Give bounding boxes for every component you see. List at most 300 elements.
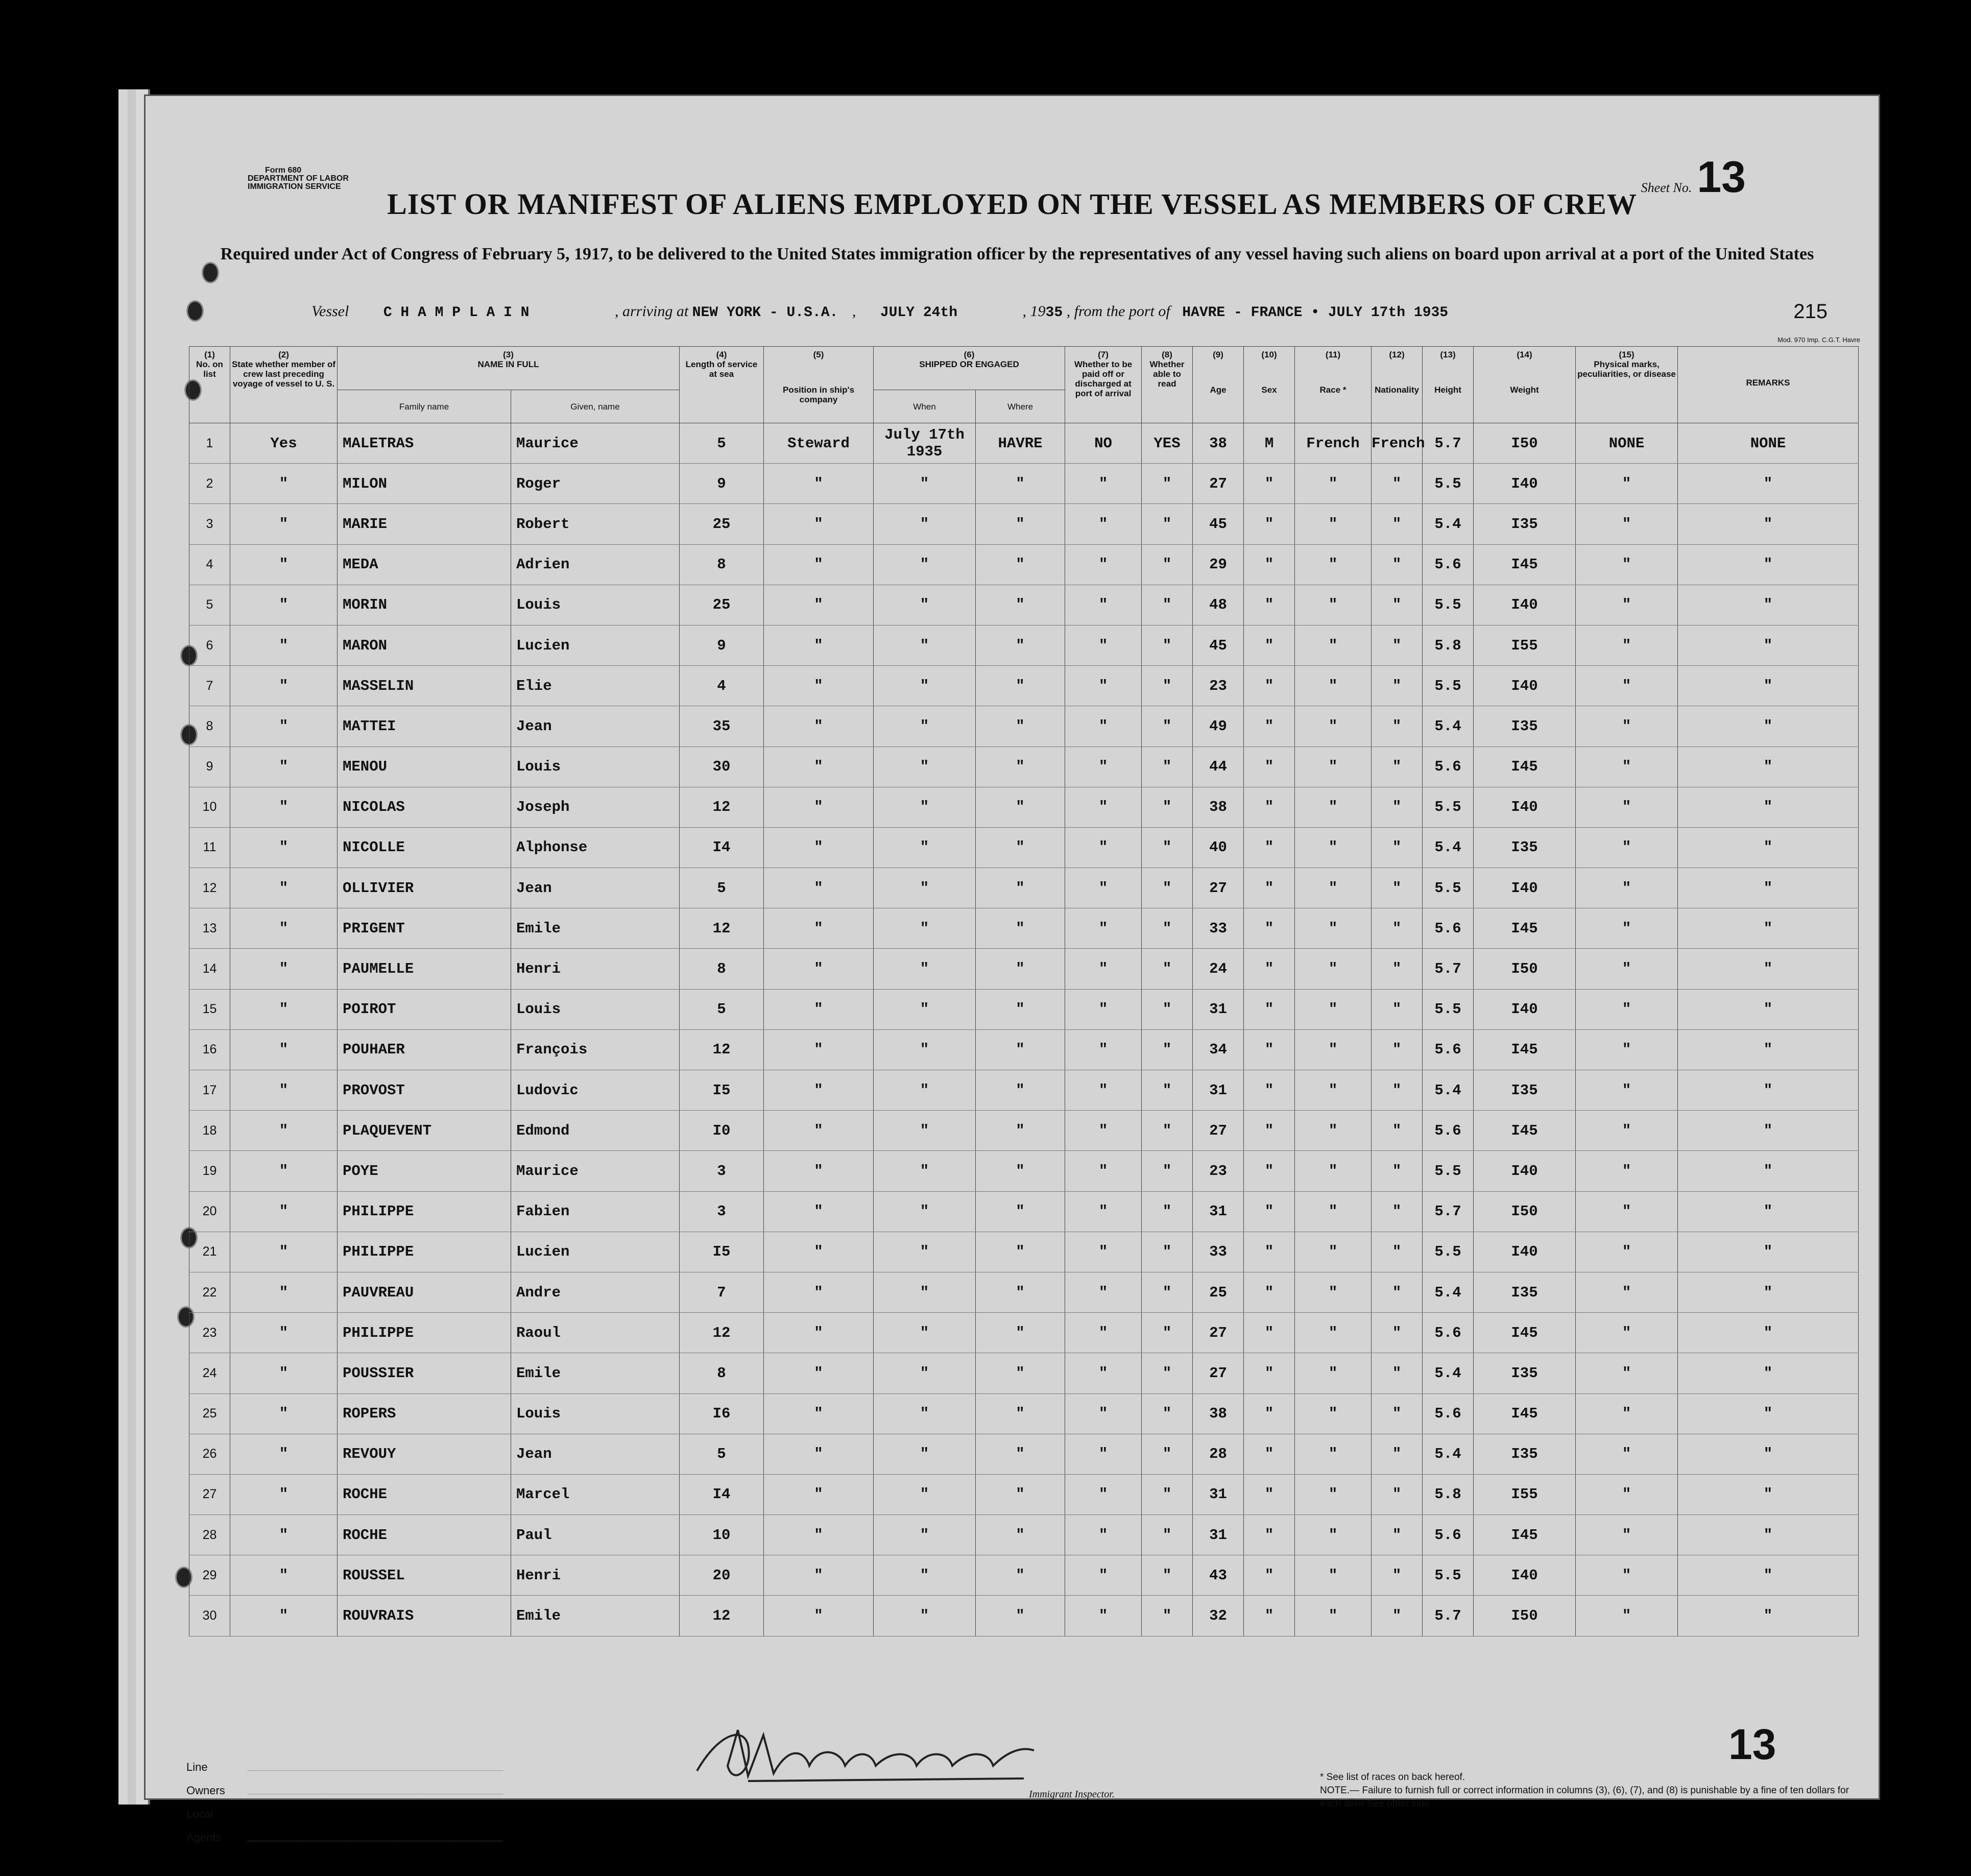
height-cell: 5.4: [1423, 1434, 1474, 1474]
age-cell: 23: [1193, 1151, 1244, 1191]
col-header-position: (5) Position in ship's company: [764, 347, 874, 423]
service-years-cell: 7: [680, 1272, 764, 1312]
weight-cell: I40: [1474, 464, 1576, 504]
table-row: [189, 989, 1859, 1029]
physical-marks-cell: ": [1576, 1353, 1678, 1393]
able-to-read-cell: ": [1142, 787, 1193, 827]
previous-voyage-cell: ": [230, 1191, 338, 1232]
given-name-cell: Louis: [511, 989, 680, 1029]
previous-voyage-cell: ": [230, 1029, 338, 1070]
able-to-read-cell: ": [1142, 1596, 1193, 1636]
given-name-cell: Louis: [511, 1393, 680, 1434]
shipped-when-cell: ": [874, 868, 976, 908]
sex-cell: ": [1244, 868, 1295, 908]
page-number: 215: [1793, 300, 1828, 323]
remarks-cell: ": [1678, 1434, 1859, 1474]
family-name-cell: ROCHE: [338, 1515, 511, 1555]
service-years-cell: 8: [680, 544, 764, 585]
able-to-read-cell: ": [1142, 625, 1193, 665]
shipped-where-cell: ": [976, 949, 1065, 989]
given-name-cell: Marcel: [511, 1474, 680, 1514]
remarks-cell: ": [1678, 1555, 1859, 1596]
col-header-read: (8) Whether able to read: [1142, 347, 1193, 423]
previous-voyage-cell: ": [230, 1232, 338, 1272]
weight-cell: I50: [1474, 1191, 1576, 1232]
race-cell: ": [1295, 1191, 1372, 1232]
shipped-when-cell: ": [874, 1474, 976, 1514]
sex-cell: M: [1244, 423, 1295, 464]
sex-cell: ": [1244, 1111, 1295, 1151]
table-row: [189, 1474, 1859, 1514]
height-cell: 5.8: [1423, 1474, 1474, 1514]
race-cell: ": [1295, 868, 1372, 908]
remarks-cell: ": [1678, 908, 1859, 949]
family-name-cell: NICOLLE: [338, 827, 511, 868]
age-cell: 40: [1193, 827, 1244, 868]
previous-voyage-cell: ": [230, 625, 338, 665]
age-cell: 24: [1193, 949, 1244, 989]
document-title: LIST OR MANIFEST OF ALIENS EMPLOYED ON THE VESSEL AS MEMBERS OF CREW: [387, 187, 1637, 221]
service-years-cell: 10: [680, 1515, 764, 1555]
service-years-cell: I4: [680, 1474, 764, 1514]
race-cell: ": [1295, 504, 1372, 544]
given-name-cell: Jean: [511, 868, 680, 908]
age-cell: 23: [1193, 666, 1244, 706]
paid-off-cell: ": [1065, 949, 1142, 989]
height-cell: 5.6: [1423, 747, 1474, 787]
table-row: [189, 1515, 1859, 1555]
sex-cell: ": [1244, 1555, 1295, 1596]
sex-cell: ": [1244, 1596, 1295, 1636]
age-cell: 43: [1193, 1555, 1244, 1596]
nationality-cell: ": [1372, 1474, 1423, 1514]
physical-marks-cell: ": [1576, 1474, 1678, 1514]
shipped-where-cell: ": [976, 1393, 1065, 1434]
line-number-cell: 1: [189, 423, 230, 464]
table-row: [189, 1596, 1859, 1636]
able-to-read-cell: ": [1142, 868, 1193, 908]
paid-off-cell: ": [1065, 989, 1142, 1029]
remarks-cell: ": [1678, 787, 1859, 827]
position-cell: ": [764, 1151, 874, 1191]
shipped-when-cell: ": [874, 989, 976, 1029]
weight-cell: I35: [1474, 1434, 1576, 1474]
race-cell: ": [1295, 464, 1372, 504]
shipped-when-cell: ": [874, 1111, 976, 1151]
paid-off-cell: ": [1065, 1151, 1142, 1191]
line-field: Line: [186, 1755, 503, 1779]
given-name-cell: Lucien: [511, 625, 680, 665]
able-to-read-cell: YES: [1142, 423, 1193, 464]
family-name-cell: ROUVRAIS: [338, 1596, 511, 1636]
physical-marks-cell: ": [1576, 989, 1678, 1029]
nationality-cell: ": [1372, 908, 1423, 949]
given-name-cell: Emile: [511, 1353, 680, 1393]
shipped-where-cell: ": [976, 585, 1065, 625]
age-cell: 34: [1193, 1029, 1244, 1070]
service-years-cell: 12: [680, 908, 764, 949]
line-number-cell: 5: [189, 585, 230, 625]
nationality-cell: ": [1372, 1393, 1423, 1434]
race-cell: ": [1295, 544, 1372, 585]
nationality-cell: ": [1372, 1070, 1423, 1111]
remarks-cell: ": [1678, 1474, 1859, 1514]
weight-cell: I40: [1474, 1232, 1576, 1272]
physical-marks-cell: ": [1576, 1070, 1678, 1111]
table-row: [189, 625, 1859, 665]
line-number-cell: 9: [189, 747, 230, 787]
previous-voyage-cell: ": [230, 1313, 338, 1353]
family-name-cell: POIROT: [338, 989, 511, 1029]
col-header-family-name: Family name: [338, 390, 511, 423]
height-cell: 5.6: [1423, 1515, 1474, 1555]
remarks-cell: ": [1678, 949, 1859, 989]
service-years-cell: 25: [680, 585, 764, 625]
shipped-where-cell: ": [976, 1596, 1065, 1636]
shipped-when-cell: ": [874, 787, 976, 827]
service-years-cell: I5: [680, 1232, 764, 1272]
race-cell: ": [1295, 1272, 1372, 1312]
sex-cell: ": [1244, 706, 1295, 747]
arriving-label: , arriving at: [614, 303, 689, 320]
family-name-cell: PAUMELLE: [338, 949, 511, 989]
physical-marks-cell: ": [1576, 908, 1678, 949]
remarks-cell: ": [1678, 868, 1859, 908]
nationality-cell: ": [1372, 504, 1423, 544]
given-name-cell: Joseph: [511, 787, 680, 827]
shipped-when-cell: ": [874, 1191, 976, 1232]
weight-cell: I40: [1474, 868, 1576, 908]
physical-marks-cell: ": [1576, 1232, 1678, 1272]
col-header-previous-voyage: (2) State whether member of crew last preceding voyage of vessel to U. S.: [230, 347, 338, 423]
paid-off-cell: ": [1065, 1070, 1142, 1111]
sex-cell: ": [1244, 1191, 1295, 1232]
previous-voyage-cell: ": [230, 1272, 338, 1312]
given-name-cell: Fabien: [511, 1191, 680, 1232]
line-number-cell: 23: [189, 1313, 230, 1353]
remarks-cell: ": [1678, 1070, 1859, 1111]
height-cell: 5.5: [1423, 585, 1474, 625]
paid-off-cell: ": [1065, 1029, 1142, 1070]
physical-marks-cell: ": [1576, 747, 1678, 787]
sex-cell: ": [1244, 1434, 1295, 1474]
height-cell: 5.7: [1423, 1596, 1474, 1636]
previous-voyage-cell: ": [230, 868, 338, 908]
given-name-cell: Henri: [511, 1555, 680, 1596]
col-header-physical-marks: (15) Physical marks, peculiarities, or disease: [1576, 347, 1678, 423]
weight-cell: I55: [1474, 1474, 1576, 1514]
family-name-cell: MENOU: [338, 747, 511, 787]
nationality-cell: ": [1372, 787, 1423, 827]
departure-port: HAVRE - FRANCE • JULY 17th 1935: [1182, 305, 1449, 321]
weight-cell: I40: [1474, 787, 1576, 827]
line-number-cell: 6: [189, 625, 230, 665]
sex-cell: ": [1244, 1474, 1295, 1514]
sex-cell: ": [1244, 1232, 1295, 1272]
age-cell: 31: [1193, 989, 1244, 1029]
paid-off-cell: ": [1065, 1555, 1142, 1596]
weight-cell: I45: [1474, 1029, 1576, 1070]
position-cell: ": [764, 1474, 874, 1514]
race-cell: ": [1295, 1111, 1372, 1151]
able-to-read-cell: ": [1142, 1353, 1193, 1393]
service: IMMIGRATION SERVICE: [248, 182, 341, 191]
family-name-cell: REVOUY: [338, 1434, 511, 1474]
sex-cell: ": [1244, 544, 1295, 585]
height-cell: 5.5: [1423, 787, 1474, 827]
line-number-cell: 16: [189, 1029, 230, 1070]
race-cell: ": [1295, 1434, 1372, 1474]
table-row: [189, 908, 1859, 949]
nationality-cell: ": [1372, 949, 1423, 989]
weight-cell: I45: [1474, 747, 1576, 787]
paid-off-cell: ": [1065, 1434, 1142, 1474]
line-number-cell: 30: [189, 1596, 230, 1636]
shipped-where-cell: ": [976, 1029, 1065, 1070]
previous-voyage-cell: ": [230, 1596, 338, 1636]
shipped-when-cell: ": [874, 827, 976, 868]
sex-cell: ": [1244, 1313, 1295, 1353]
shipped-when-cell: ": [874, 706, 976, 747]
table-row: [189, 1272, 1859, 1312]
sex-cell: ": [1244, 625, 1295, 665]
position-cell: ": [764, 706, 874, 747]
vessel-label: Vessel: [311, 303, 349, 320]
shipped-where-cell: ": [976, 1191, 1065, 1232]
service-years-cell: 30: [680, 747, 764, 787]
remarks-cell: ": [1678, 544, 1859, 585]
previous-voyage-cell: ": [230, 464, 338, 504]
binder-hole: [186, 300, 204, 322]
service-years-cell: 12: [680, 1029, 764, 1070]
service-years-cell: I0: [680, 1111, 764, 1151]
table-row: [189, 504, 1859, 544]
service-years-cell: 9: [680, 625, 764, 665]
weight-cell: I45: [1474, 544, 1576, 585]
previous-voyage-cell: ": [230, 1353, 338, 1393]
table-row: [189, 544, 1859, 585]
position-cell: ": [764, 1111, 874, 1151]
physical-marks-cell: ": [1576, 868, 1678, 908]
position-cell: ": [764, 1515, 874, 1555]
race-cell: ": [1295, 585, 1372, 625]
sex-cell: ": [1244, 787, 1295, 827]
line-number-cell: 17: [189, 1070, 230, 1111]
age-cell: 27: [1193, 464, 1244, 504]
given-name-cell: Maurice: [511, 423, 680, 464]
line-number-cell: 21: [189, 1232, 230, 1272]
race-cell: ": [1295, 827, 1372, 868]
given-name-cell: Lucien: [511, 1232, 680, 1272]
table-row: [189, 787, 1859, 827]
age-cell: 31: [1193, 1191, 1244, 1232]
line-number-cell: 12: [189, 868, 230, 908]
paid-off-cell: ": [1065, 1596, 1142, 1636]
paid-off-cell: ": [1065, 787, 1142, 827]
family-name-cell: PRIGENT: [338, 908, 511, 949]
race-cell: ": [1295, 1070, 1372, 1111]
year-prefix: , 19: [1022, 303, 1046, 320]
shipped-where-cell: ": [976, 1353, 1065, 1393]
age-cell: 33: [1193, 1232, 1244, 1272]
able-to-read-cell: ": [1142, 827, 1193, 868]
age-cell: 32: [1193, 1596, 1244, 1636]
line-number-cell: 13: [189, 908, 230, 949]
position-cell: ": [764, 1434, 874, 1474]
height-cell: 5.5: [1423, 666, 1474, 706]
family-name-cell: POYE: [338, 1151, 511, 1191]
position-cell: ": [764, 1272, 874, 1312]
line-number-cell: 26: [189, 1434, 230, 1474]
line-number-cell: 29: [189, 1555, 230, 1596]
remarks-cell: ": [1678, 464, 1859, 504]
sex-cell: ": [1244, 989, 1295, 1029]
age-cell: 44: [1193, 747, 1244, 787]
position-cell: ": [764, 666, 874, 706]
nationality-cell: ": [1372, 1111, 1423, 1151]
age-cell: 38: [1193, 423, 1244, 464]
position-cell: ": [764, 787, 874, 827]
previous-voyage-cell: ": [230, 827, 338, 868]
able-to-read-cell: ": [1142, 1151, 1193, 1191]
shipped-where-cell: HAVRE: [976, 423, 1065, 464]
age-cell: 48: [1193, 585, 1244, 625]
shipped-when-cell: July 17th 1935: [874, 423, 976, 464]
age-cell: 31: [1193, 1515, 1244, 1555]
weight-cell: I40: [1474, 1555, 1576, 1596]
physical-marks-cell: ": [1576, 1515, 1678, 1555]
given-name-cell: Jean: [511, 706, 680, 747]
height-cell: 5.5: [1423, 1232, 1474, 1272]
able-to-read-cell: ": [1142, 706, 1193, 747]
paid-off-cell: ": [1065, 747, 1142, 787]
height-cell: 5.6: [1423, 1029, 1474, 1070]
table-row: [189, 827, 1859, 868]
shipped-when-cell: ": [874, 625, 976, 665]
line-number-cell: 24: [189, 1353, 230, 1393]
shipped-where-cell: ": [976, 1272, 1065, 1312]
arrival-date: JULY 24th: [880, 305, 958, 321]
able-to-read-cell: ": [1142, 1434, 1193, 1474]
weight-cell: I40: [1474, 666, 1576, 706]
service-years-cell: 3: [680, 1151, 764, 1191]
nationality-cell: ": [1372, 464, 1423, 504]
table-row: [189, 1111, 1859, 1151]
race-cell: ": [1295, 1515, 1372, 1555]
height-cell: 5.5: [1423, 989, 1474, 1029]
race-cell: ": [1295, 1393, 1372, 1434]
previous-voyage-cell: ": [230, 949, 338, 989]
position-cell: ": [764, 989, 874, 1029]
vessel-line: Vessel C H A M P L A I N , arriving at NEW YORK - U.S.A. , JULY 24th , 1935 , from the port of HAVRE - FRANCE • JULY 17th 1935: [311, 303, 1449, 321]
race-cell: ": [1295, 1596, 1372, 1636]
family-name-cell: MEDA: [338, 544, 511, 585]
remarks-cell: ": [1678, 504, 1859, 544]
line-number-cell: 11: [189, 827, 230, 868]
service-years-cell: I5: [680, 1070, 764, 1111]
table-row: [189, 868, 1859, 908]
shipped-when-cell: ": [874, 1313, 976, 1353]
line-number-cell: 20: [189, 1191, 230, 1232]
weight-cell: I45: [1474, 1313, 1576, 1353]
family-name-cell: PHILIPPE: [338, 1313, 511, 1353]
race-cell: ": [1295, 625, 1372, 665]
given-name-cell: Roger: [511, 464, 680, 504]
sex-cell: ": [1244, 1272, 1295, 1312]
shipped-where-cell: ": [976, 1434, 1065, 1474]
col-header-where: Where: [976, 390, 1065, 423]
weight-cell: I35: [1474, 1272, 1576, 1312]
race-cell: ": [1295, 747, 1372, 787]
paid-off-cell: ": [1065, 1393, 1142, 1434]
given-name-cell: Paul: [511, 1515, 680, 1555]
race-cell: ": [1295, 666, 1372, 706]
weight-cell: I45: [1474, 908, 1576, 949]
table-row: [189, 1151, 1859, 1191]
paid-off-cell: ": [1065, 585, 1142, 625]
height-cell: 5.4: [1423, 1353, 1474, 1393]
line-number-cell: 22: [189, 1272, 230, 1312]
height-cell: 5.4: [1423, 1070, 1474, 1111]
age-cell: 31: [1193, 1070, 1244, 1111]
given-name-cell: Andre: [511, 1272, 680, 1312]
previous-voyage-cell: ": [230, 989, 338, 1029]
height-cell: 5.6: [1423, 1111, 1474, 1151]
nationality-cell: ": [1372, 1434, 1423, 1474]
remarks-cell: ": [1678, 747, 1859, 787]
table-row: [189, 666, 1859, 706]
col-header-sex: (10) Sex: [1244, 347, 1295, 423]
weight-cell: I40: [1474, 585, 1576, 625]
family-name-cell: ROUSSEL: [338, 1555, 511, 1596]
manifest-sheet: [144, 94, 1880, 1844]
family-name-cell: PROVOST: [338, 1070, 511, 1111]
position-cell: ": [764, 544, 874, 585]
col-header-age: (9) Age: [1193, 347, 1244, 423]
shipped-where-cell: ": [976, 544, 1065, 585]
service-years-cell: 3: [680, 1191, 764, 1232]
given-name-cell: Robert: [511, 504, 680, 544]
race-cell: ": [1295, 1474, 1372, 1514]
nationality-cell: ": [1372, 1232, 1423, 1272]
physical-marks-cell: ": [1576, 544, 1678, 585]
remarks-cell: ": [1678, 1313, 1859, 1353]
service-years-cell: 9: [680, 464, 764, 504]
family-name-cell: MILON: [338, 464, 511, 504]
age-cell: 45: [1193, 504, 1244, 544]
physical-marks-cell: ": [1576, 1555, 1678, 1596]
line-number-cell: 28: [189, 1515, 230, 1555]
table-row: [189, 1353, 1859, 1393]
shipped-when-cell: ": [874, 1555, 976, 1596]
height-cell: 5.5: [1423, 1151, 1474, 1191]
remarks-cell: ": [1678, 1515, 1859, 1555]
able-to-read-cell: ": [1142, 989, 1193, 1029]
nationality-cell: ": [1372, 625, 1423, 665]
shipped-where-cell: ": [976, 1474, 1065, 1514]
paid-off-cell: ": [1065, 1111, 1142, 1151]
physical-marks-cell: ": [1576, 504, 1678, 544]
shipped-when-cell: ": [874, 1232, 976, 1272]
col-header-given-name: Given, name: [511, 390, 680, 423]
previous-voyage-cell: ": [230, 908, 338, 949]
nationality-cell: ": [1372, 1151, 1423, 1191]
table-row: [189, 464, 1859, 504]
height-cell: 5.5: [1423, 1555, 1474, 1596]
height-cell: 5.4: [1423, 504, 1474, 544]
shipped-where-cell: ": [976, 706, 1065, 747]
remarks-cell: ": [1678, 827, 1859, 868]
